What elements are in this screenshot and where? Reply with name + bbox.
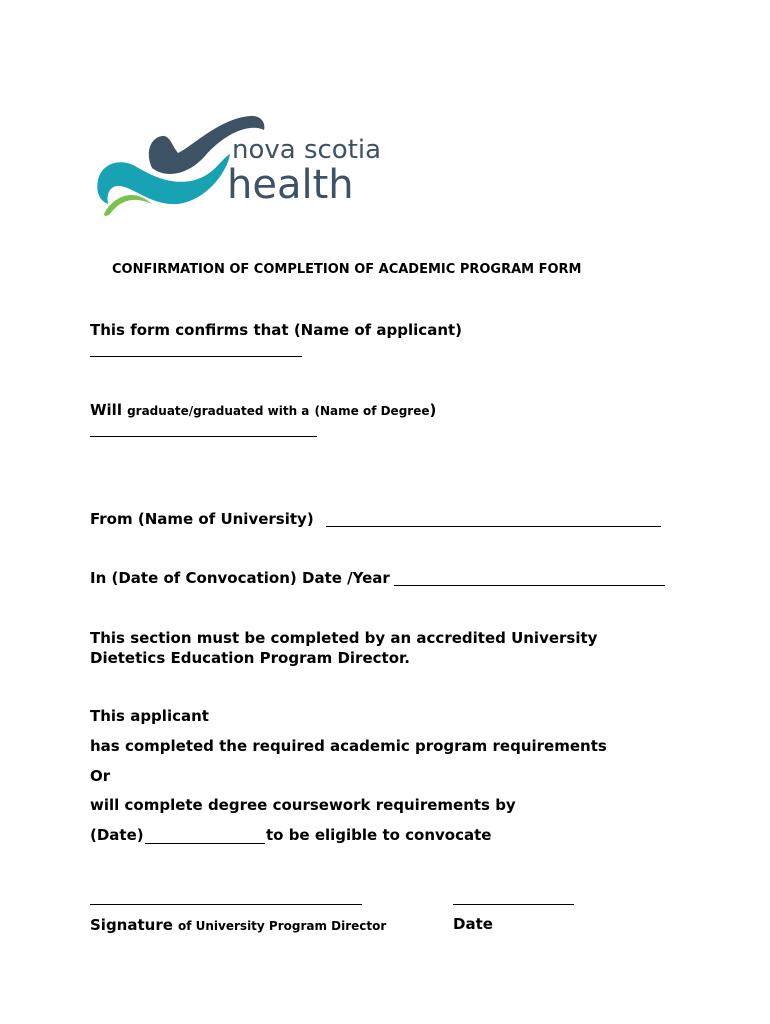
signature-rest: of University Program Director <box>178 919 387 933</box>
logo-text-nova-scotia: nova scotia <box>232 135 382 165</box>
applicant-label: This form confirms that (Name of applicant) <box>90 321 463 339</box>
university-line[interactable] <box>326 526 661 527</box>
option2-row <box>90 796 516 814</box>
section-note-line1: This section must be completed by an accredited University <box>90 629 598 647</box>
degree-name-line[interactable] <box>90 436 317 437</box>
wave-logo-icon <box>90 108 382 220</box>
option1-row <box>90 737 607 755</box>
signature-bold: Signature <box>90 916 173 934</box>
logo-text-health: health <box>227 162 354 208</box>
option1-text: has completed the required academic program requirements <box>90 737 607 755</box>
degree-close: ) <box>429 401 437 419</box>
signature-label <box>90 915 386 934</box>
date-footer-label: Date <box>453 915 493 933</box>
form-title: CONFIRMATION OF COMPLETION OF ACADEMIC PROGRAM FORM <box>112 262 582 277</box>
date-label: (Date) <box>90 826 144 844</box>
section-note-line2: Dietetics Education Program Director. <box>90 649 410 667</box>
convocation-label: In (Date of Convocation) Date /Year <box>90 569 390 587</box>
eligible-label: to be eligible to convocate <box>266 826 492 844</box>
degree-middle: graduate/graduated with a <box>127 404 310 418</box>
signature-line[interactable] <box>90 904 362 905</box>
degree-label <box>90 400 436 419</box>
applicant-name-line[interactable] <box>90 356 302 357</box>
convocation-line[interactable] <box>394 585 665 586</box>
degree-name: (Name of Degree <box>314 404 430 418</box>
date-line[interactable] <box>145 843 265 844</box>
or-label: Or <box>90 767 111 785</box>
applicant-heading: This applicant <box>90 707 209 725</box>
degree-will: Will <box>90 401 122 419</box>
date-signature-line[interactable] <box>453 904 574 905</box>
nova-scotia-health-logo <box>90 108 382 220</box>
option2-text: will complete degree coursework requirements by <box>90 796 516 814</box>
university-label: From (Name of University) <box>90 510 314 528</box>
